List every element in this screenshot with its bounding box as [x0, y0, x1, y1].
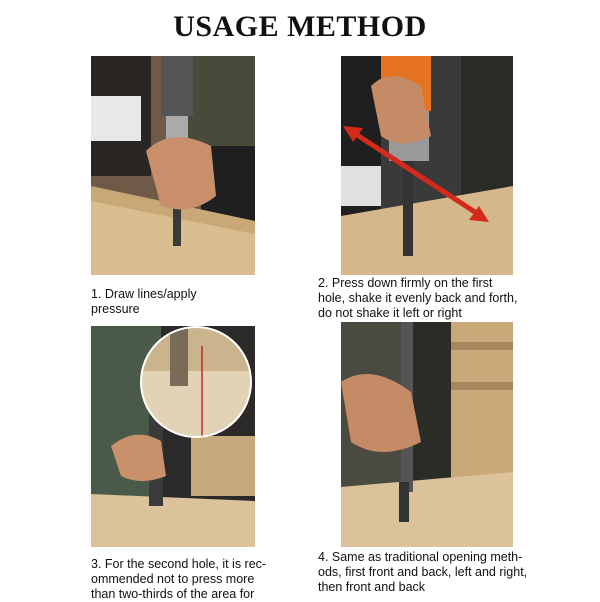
step-1-caption: 1. Draw lines/apply pressure — [91, 287, 197, 316]
step-4-caption: 4. Same as traditional opening meth- ods, first front and back, left and right, then front and back — [318, 550, 528, 594]
step-4-photo — [341, 322, 513, 547]
page-title: USAGE METHOD — [173, 10, 427, 43]
step-2-photo — [341, 56, 513, 275]
step-2-caption: 2. Press down firmly on the first hole, shake it evenly back and forth, do not shake it left or right — [318, 276, 518, 320]
step-3-caption: 3. For the second hole, it is rec- ommended not to press more than two-thirds of the area for — [91, 557, 267, 601]
step-3-zoom-inset — [140, 326, 252, 438]
step-1-photo — [91, 56, 255, 275]
